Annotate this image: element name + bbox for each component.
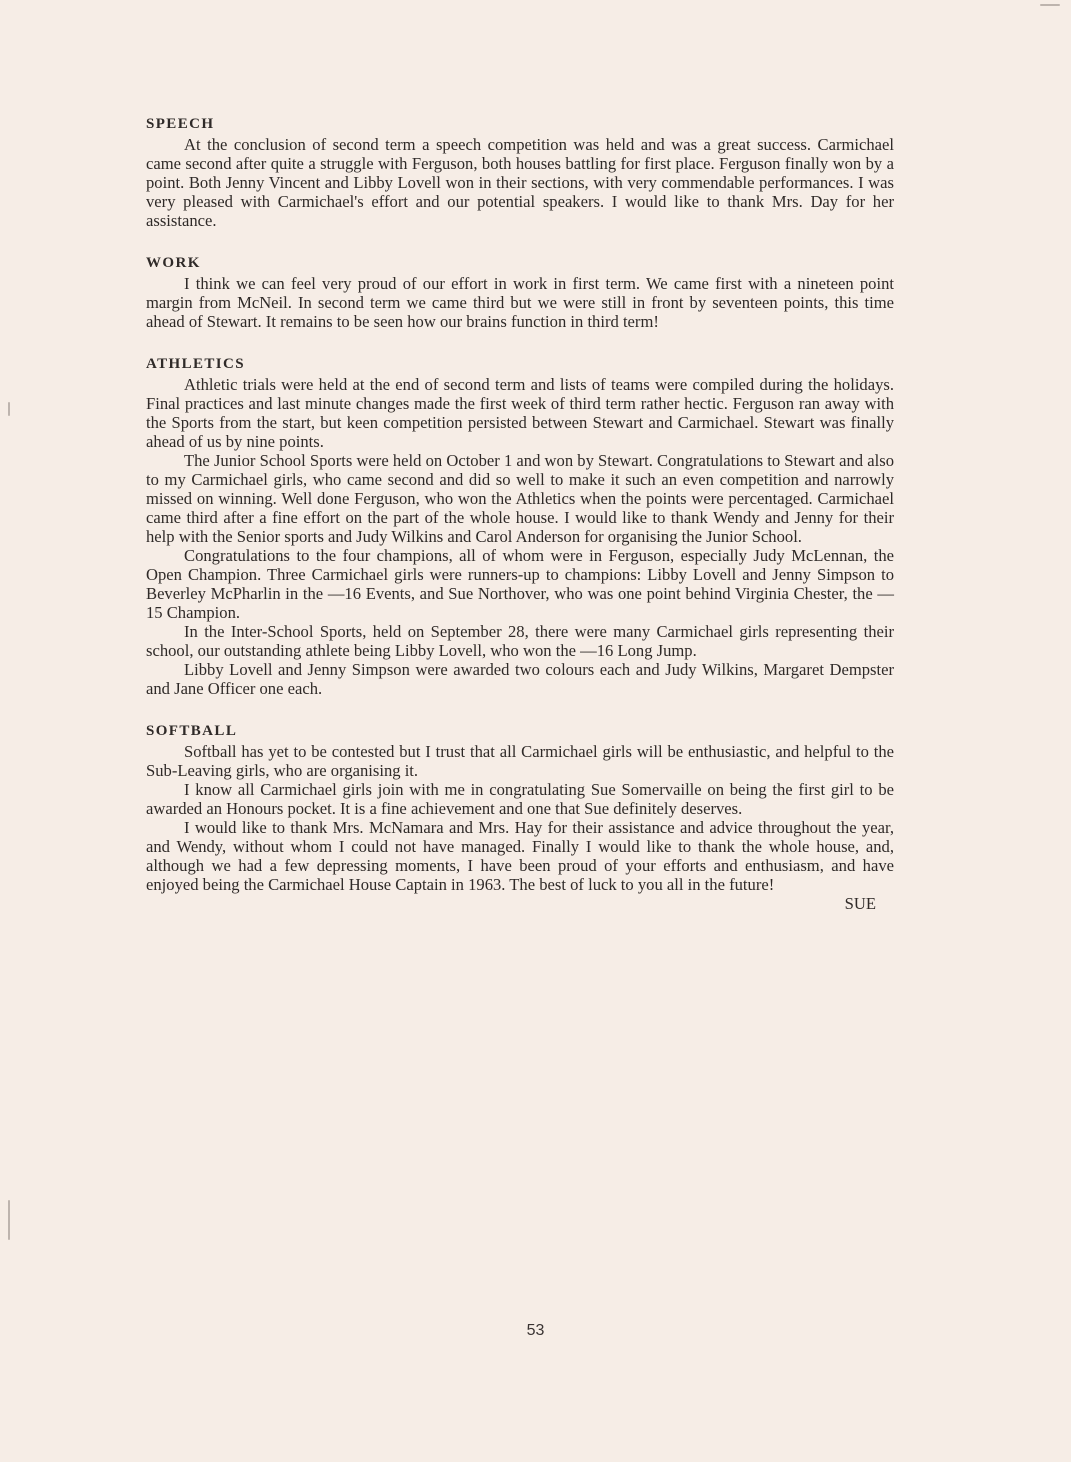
paragraph: I know all Carmichael girls join with me in congratulating Sue Somervaille on being the first girl to be awarded an Honours pocket. It is a fine achievement and one that Sue definitely deserves.: [146, 780, 894, 818]
paragraph: The Junior School Sports were held on October 1 and won by Stewart. Congratulations to Stewart and also to my Carmichael girls, who came second and did so well to make it such an even competition and narrowly missed on winning. Well done Ferguson, who won the Athletics when the points were percentaged. Carmichael came third after a fine effort on the part of the whole house. I would like to thank Wendy and Jenny for their help with the Senior sports and Judy Wilkins and Carol Anderson for organising the Junior School.: [146, 451, 894, 546]
paragraph: Softball has yet to be contested but I trust that all Carmichael girls will be enthusiastic, and helpful to the Sub-Leaving girls, who are organising it.: [146, 742, 894, 780]
signoff: SUE: [844, 894, 876, 913]
section-athletics: [146, 355, 894, 698]
paragraph: At the conclusion of second term a speech competition was held and was a great success. Carmichael came second after quite a struggle with Ferguson, both houses battling for first place. Ferguson finally won by a point. Both Jenny Vincent and Libby Lovell won in their sections, with very commendable performances. I was very pleased with Carmichael's effort and our potential speakers. I would like to thank Mrs. Day for her assistance.: [146, 135, 894, 230]
section-work: [146, 254, 894, 331]
paragraph: Athletic trials were held at the end of second term and lists of teams were compiled during the holidays. Final practices and last minute changes made the first week of third term rather hectic. Ferguson ran away with the Sports from the start, but keen competition persisted between Stewart and Carmichael. Stewart was finally ahead of us by nine points.: [146, 375, 894, 451]
section-heading: SOFTBALL: [146, 723, 238, 739]
section-speech: [146, 115, 894, 230]
paragraph: I think we can feel very proud of our effort in work in first term. We came first with a nineteen point margin from McNeil. In second term we came third but we were still in front by seventeen points, this time ahead of Stewart. It remains to be seen how our brains function in third term!: [146, 274, 894, 331]
paragraph: In the Inter-School Sports, held on September 28, there were many Carmichael girls representing their school, our outstanding athlete being Libby Lovell, who won the —16 Long Jump.: [146, 622, 894, 660]
paragraph: I would like to thank Mrs. McNamara and Mrs. Hay for their assistance and advice throughout the year, and Wendy, without whom I could not have managed. Finally I would like to thank the whole house, and, although we had a few depressing moments, I have been proud of your efforts and enthusiasm, and have enjoyed being the Carmichael House Captain in 1963. The best of luck to you all in the future!: [146, 818, 894, 894]
article-body: [146, 115, 894, 913]
paragraph: Congratulations to the four champions, all of whom were in Ferguson, especially Judy McLennan, the Open Champion. Three Carmichael girls were runners-up to champions: Libby Lovell and Jenny Simpson to Beverley McPharlin in the —16 Events, and Sue Northover, who was one point behind Virginia Chester, the —15 Champion.: [146, 546, 894, 622]
scan-speck: [8, 1200, 10, 1240]
section-heading: WORK: [146, 255, 201, 271]
section-softball: [146, 722, 894, 913]
scan-speck: [8, 402, 10, 416]
paragraph: Libby Lovell and Jenny Simpson were awarded two colours each and Judy Wilkins, Margaret Dempster and Jane Officer one each.: [146, 660, 894, 698]
section-heading: SPEECH: [146, 116, 215, 132]
section-heading: ATHLETICS: [146, 356, 246, 372]
page-number: 53: [526, 1322, 545, 1339]
scan-speck: [1040, 4, 1060, 6]
